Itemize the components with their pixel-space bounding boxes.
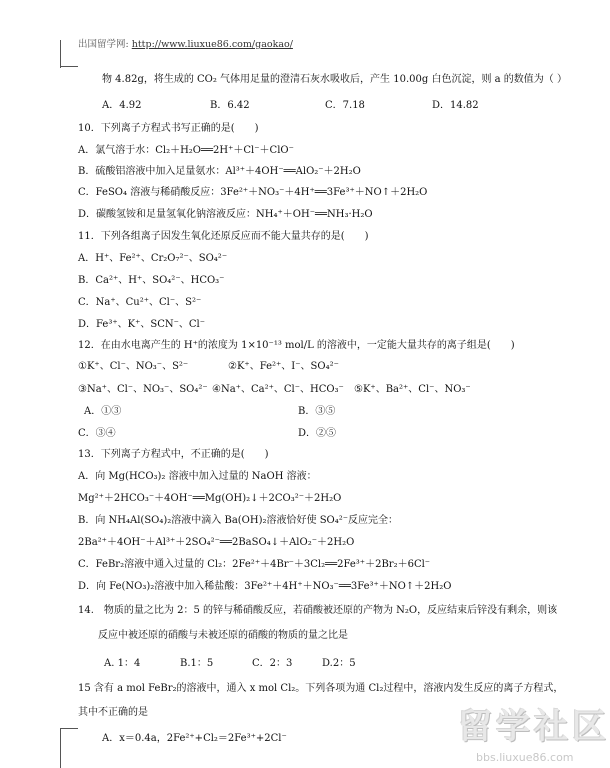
q14-line-2: 反应中被还原的硝酸与未被还原的硝酸的物质的量之比是 <box>98 630 348 641</box>
q15-line-2: 其中不正确的是 <box>78 707 148 718</box>
crop-mark-bottom-left-h <box>60 728 78 729</box>
q12-item-5: ⑤K⁺、Ba²⁺、Cl⁻、NO₃⁻ <box>354 384 471 395</box>
watermark-brand: 留学社区 <box>458 707 610 747</box>
q14-line-1: 14. 物质的量之比为 2：5 的锌与稀硝酸反应，若硝酸被还原的产物为 N₂O，反应结束后锌没有剩余，则该 <box>78 605 558 616</box>
watermark-url: bbs.liuxue86.com <box>476 751 574 764</box>
q10-option-b: B．硫酸铝溶液中加入足量氨水：Al³⁺＋4OH⁻══AlO₂⁻＋2H₂O <box>78 166 361 177</box>
q13-option-b-text: B．向 NH₄Al(SO₄)₂溶液中滴入 Ba(OH)₂溶液恰好使 SO₄²⁻反应完全： <box>78 515 399 526</box>
q14-option-c: C．2：3 <box>252 658 293 669</box>
q14-option-d: D.2：5 <box>322 658 356 669</box>
q11-option-c: C．Na⁺、Cu²⁺、Cl⁻、S²⁻ <box>78 297 202 308</box>
header-link[interactable]: http://www.liuxue86.com/gaokao/ <box>131 39 293 50</box>
crop-mark-top-left-v <box>60 40 61 68</box>
q15-line-1: 15 含有 a mol FeBr₂的溶液中，通入 x mol Cl₂。下列各项为通 Cl₂过程中，溶液内发生反应的离子方程式， <box>78 683 564 694</box>
q10-option-a: A．氯气溶于水：Cl₂＋H₂O══2H⁺＋Cl⁻＋ClO⁻ <box>78 145 294 156</box>
q12-option-c: C．③④ <box>78 428 116 439</box>
page-header <box>78 40 293 50</box>
q13-option-d: D．向 Fe(NO₃)₂溶液中加入稀盐酸：3Fe²⁺＋4H⁺＋NO₃⁻══3Fe³⁺＋NO↑＋2H₂O <box>78 581 452 592</box>
q9-option-d: D．14.82 <box>432 100 479 111</box>
q13-option-c: C．FeBr₂溶液中通入过量的 Cl₂：2Fe²⁺＋4Br⁻＋3Cl₂══2Fe³⁺＋2Br₂＋6Cl⁻ <box>78 559 431 570</box>
q11-option-d: D．Fe³⁺、K⁺、SCN⁻、Cl⁻ <box>78 319 206 330</box>
q13-option-b-equation: 2Ba²⁺＋4OH⁻＋Al³⁺＋2SO₄²⁻══2BaSO₄↓＋AlO₂⁻＋2H₂O <box>78 537 355 548</box>
q9-option-a: A．4.92 <box>102 100 142 111</box>
q13-option-a-text: A．向 Mg(HCO₃)₂ 溶液中加入过量的 NaOH 溶液： <box>78 471 317 482</box>
q13-stem: 13．下列离子方程式中，不正确的是( ) <box>78 449 269 460</box>
q11-stem: 11．下列各组离子因发生氧化还原反应而不能大量共存的是( ) <box>78 231 369 242</box>
crop-mark-bottom-left-v <box>60 728 61 768</box>
q15-option-a: A．x＝0.4a，2Fe²⁺+Cl₂＝2Fe³⁺+2Cl⁻ <box>102 733 287 744</box>
q12-item-4: ④Na⁺、Ca²⁺、Cl⁻、HCO₃⁻ <box>212 384 344 395</box>
q10-stem: 10．下列离子方程式书写正确的是( ) <box>78 123 259 134</box>
q12-item-3: ③Na⁺、Cl⁻、NO₃⁻、SO₄²⁻ <box>78 384 208 395</box>
q11-option-b: B．Ca²⁺、H⁺、SO₄²⁻、HCO₃⁻ <box>78 275 225 286</box>
q11-option-a: A．H⁺、Fe²⁺、Cr₂O₇²⁻、SO₄²⁻ <box>78 253 228 264</box>
q12-option-b: B．③⑤ <box>298 406 336 417</box>
q9-option-b: B．6.42 <box>210 100 250 111</box>
crop-mark-top-left-h <box>60 66 78 67</box>
q12-option-a: A．①③ <box>84 406 122 417</box>
q9-line: 物 4.82g，将生成的 CO₂ 气体用足量的澄清石灰水吸收后，产生 10.00g 白色沉淀，则 a 的数值为（ ） <box>102 74 567 85</box>
q14-option-a: A. 1：4 <box>104 658 141 669</box>
q10-option-c: C．FeSO₄ 溶液与稀硝酸反应：3Fe²⁺＋NO₃⁻＋4H⁺══3Fe³⁺＋NO↑＋2H₂O <box>78 187 428 198</box>
header-label: 出国留学网: <box>78 39 129 50</box>
q10-option-d: D．碳酸氢铵和足量氢氧化钠溶液反应：NH₄⁺＋OH⁻══NH₃·H₂O <box>78 209 373 220</box>
q9-option-c: C．7.18 <box>325 100 365 111</box>
q14-option-b: B.1：5 <box>180 658 214 669</box>
q13-option-a-equation: Mg²⁺＋2HCO₃⁻＋4OH⁻══Mg(OH)₂↓＋2CO₃²⁻＋2H₂O <box>78 493 342 504</box>
q12-stem: 12．在由水电离产生的 H⁺的浓度为 1×10⁻¹³ mol/L 的溶液中，一定能大量共存的离子组是( ) <box>78 340 515 351</box>
q12-item-1: ①K⁺、Cl⁻、NO₃⁻、S²⁻ <box>78 361 189 372</box>
q12-item-2: ②K⁺、Fe²⁺、I⁻、SO₄²⁻ <box>228 361 339 372</box>
watermark <box>450 708 610 768</box>
q12-option-d: D．②⑤ <box>298 428 337 439</box>
